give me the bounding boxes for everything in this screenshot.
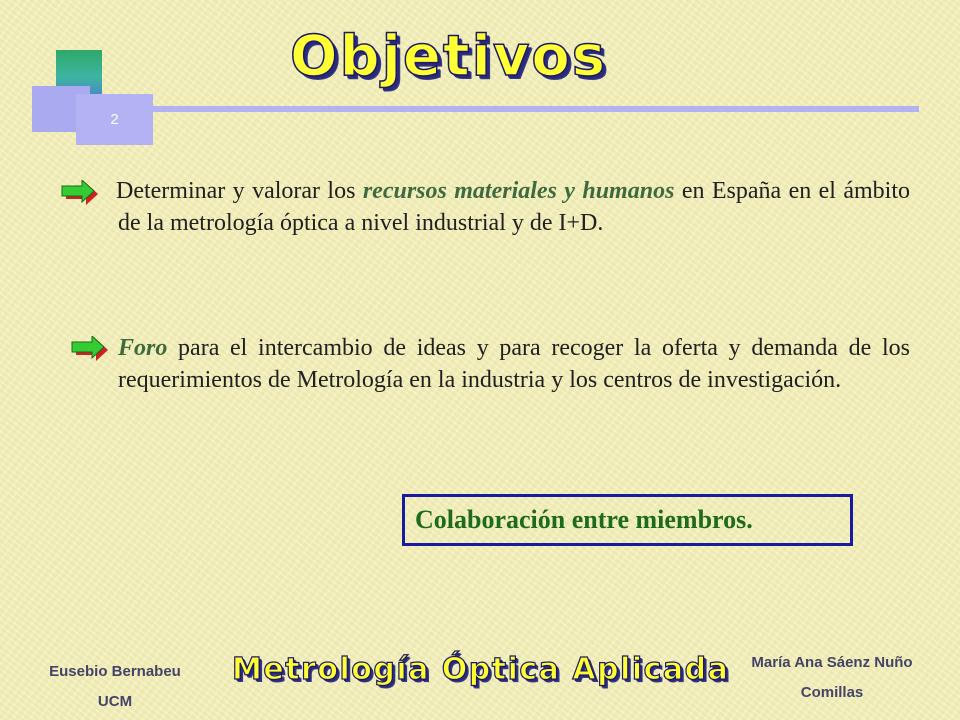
slide-number: 2 [76,94,153,145]
footer-left-affiliation: UCM [97,693,133,710]
right-arrow-icon [70,336,110,362]
bullet-text-end: en España en el ámbito de la metrología óptica a nivel industrial y de I+D. [118,178,910,236]
bullet-text-end: para el intercambio de ideas y para recoger la oferta y demanda de los requerimientos de Metrología en la industria y los centros de investigación. [118,335,910,393]
title-rule [153,106,919,112]
bullet-emphasis: recursos materiales y humanos [362,178,675,204]
bullet-text-start: Determinar y valorar los [116,178,363,204]
bullet-resources [118,175,910,239]
footer-left-name: Eusebio Bernabeu [49,663,181,680]
footer-title: Metrología Óptica Aplicada [232,652,730,687]
footer-author-left [30,657,200,717]
bullet-emphasis: Foro [118,335,168,361]
footer-right-affiliation: Comillas [800,684,864,701]
footer-author-right [722,648,942,708]
slide-title: Objetivos [290,24,608,89]
right-arrow-icon [60,180,100,206]
bullet-forum [118,332,910,396]
collaboration-box: Colaboración entre miembros. [402,494,853,546]
footer-right-name: María Ana Sáenz Nuño [751,654,913,671]
